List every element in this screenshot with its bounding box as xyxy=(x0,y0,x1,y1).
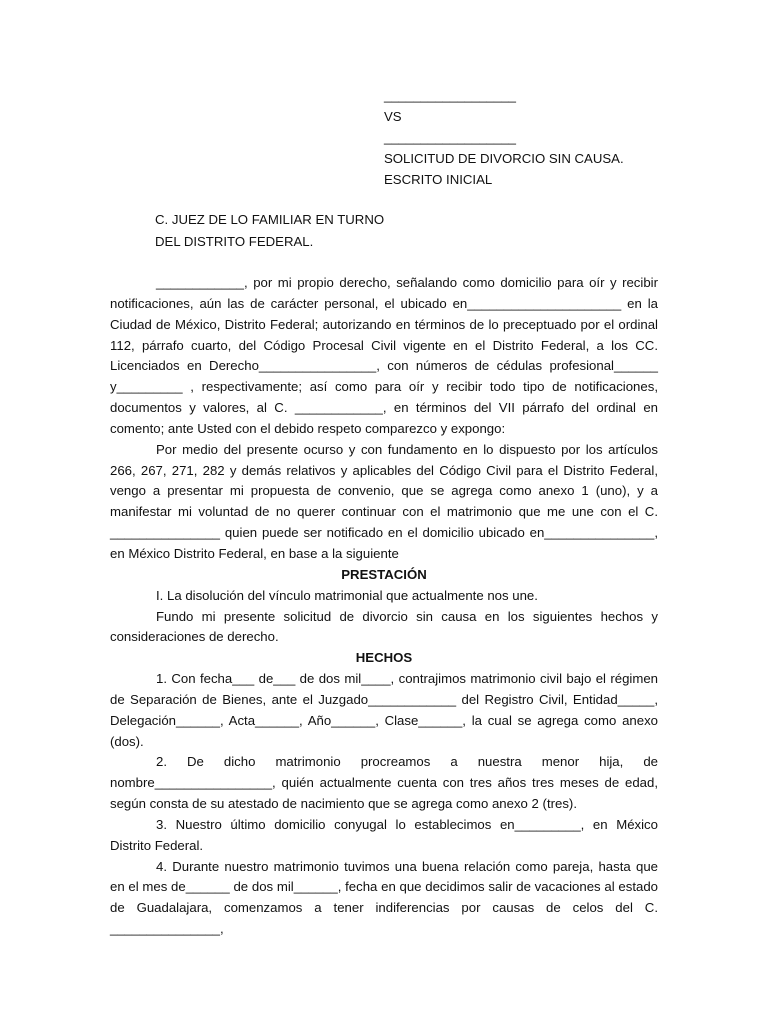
hechos-paragraph: 2. De dicho matrimonio procreamos a nuestra menor hija, de nombre________________, quién actualmente cuenta con tres años tres meses de edad, según consta de su atestado de nacimiento que se agrega como anexo 2 (tres). xyxy=(110,754,658,812)
defendant-blank-line: __________________ xyxy=(384,130,517,145)
prestacion-heading: PRESTACIÓN xyxy=(341,566,427,582)
hechos-heading: HECHOS xyxy=(355,650,413,666)
plaintiff-blank-line: __________________ xyxy=(384,88,517,103)
prestacion-paragraph: I. La disolución del vínculo matrimonial que actualmente nos une. xyxy=(156,587,538,603)
addressee-line-1: C. JUEZ DE LO FAMILIAR EN TURNO xyxy=(155,212,385,227)
versus-label: VS xyxy=(384,109,402,124)
document-body xyxy=(110,273,658,940)
intro-paragraph: ____________, por mi propio derecho, señalando como domicilio para oír y recibir notificaciones, aún las de carácter personal, el ubicado en_____________________ en la Ciudad de México, Distrito Federal; autorizando en términos de lo preceptuado por el ordinal 112, párrafo cuarto, del Código Procesal Civil vigente en el Distrito Federal, a los CC. Licenciados en Derecho________________, con números de cédulas profesional______ y_________ , respectivamente; así como para oír y recibir todo tipo de notificaciones, documentos y valores, al C. ____________, en términos del VII párrafo del ordinal en comento; ante Usted con el debido respeto comparezco y expongo: xyxy=(110,275,658,436)
addressee-block xyxy=(155,209,384,252)
hechos-paragraph: 3. Nuestro último domicilio conyugal lo establecimos en_________, en México Distrito Federal. xyxy=(110,816,658,853)
prestacion-paragraph: Fundo mi presente solicitud de divorcio sin causa en los siguientes hechos y consideraciones de derecho. xyxy=(110,608,658,645)
hechos-paragraph: 1. Con fecha___ de___ de dos mil____, contrajimos matrimonio civil bajo el régimen de Separación de Bienes, ante el Juzgado____________ del Registro Civil, Entidad_____, Delegación______, Acta______, Año______, Clase______, la cual se agrega como anexo (dos). xyxy=(110,671,658,749)
case-header xyxy=(384,85,684,190)
hechos-paragraph: 4. Durante nuestro matrimonio tuvimos una buena relación como pareja, hasta que en el mes de______ de dos mil______, fecha en que decidimos salir de vacaciones al estado de Guadalajara, comenzamos a tener indiferencias por causas de celos del C. _______________, xyxy=(110,858,658,937)
document-subject: SOLICITUD DE DIVORCIO SIN CAUSA. xyxy=(384,151,624,166)
addressee-line-2: DEL DISTRITO FEDERAL. xyxy=(155,233,314,249)
document-type: ESCRITO INICIAL xyxy=(384,172,493,187)
petition-paragraph: Por medio del presente ocurso y con fundamento en lo dispuesto por los artículos 266, 267, 271, 282 y demás relativos y aplicables del Código Civil para el Distrito Federal, vengo a presentar mi propuesta de convenio, que se agrega como anexo 1 (uno), y a manifestar mi voluntad de no querer continuar con el matrimonio que me une con el C. _______________ quien puede ser notificado en el domicilio ubicado en_______________, en México Distrito Federal, en base a la siguiente xyxy=(110,441,658,561)
